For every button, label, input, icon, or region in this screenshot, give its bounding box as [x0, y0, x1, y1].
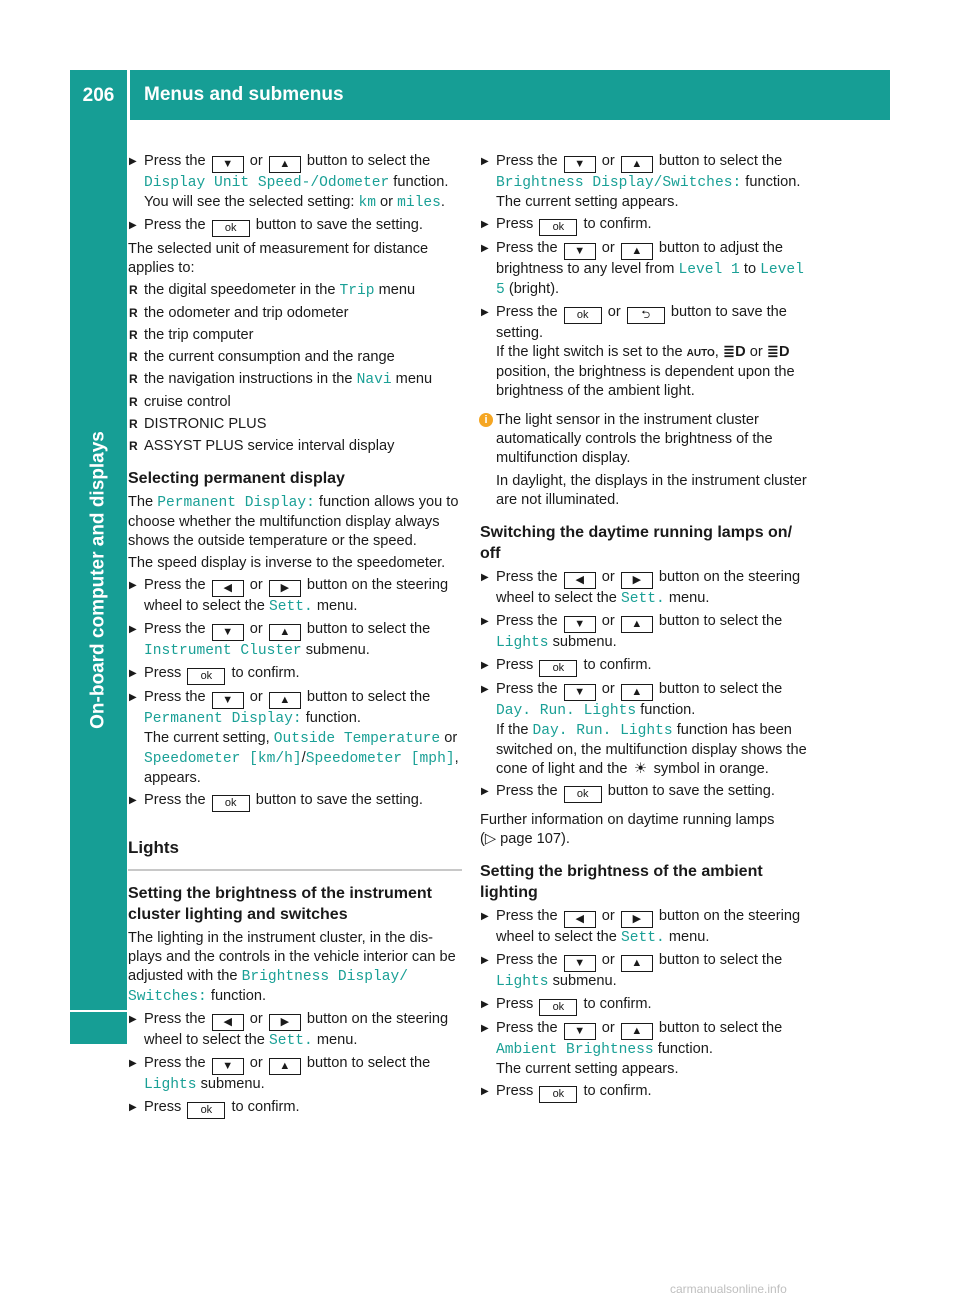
- up-button-icon: ▲: [269, 156, 301, 173]
- down-button-icon: ▼: [212, 156, 244, 173]
- paragraph: The lighting in the instrument cluster, in the displays and the controls in the vehicle interior can be adjusted with the Brightness Display/ Switches: function.: [128, 930, 456, 1005]
- ok-button-icon: ok: [539, 999, 577, 1016]
- up-button-icon: ▲: [621, 684, 653, 701]
- ok-button-icon: ok: [187, 668, 225, 685]
- down-button-icon: ▼: [564, 243, 596, 260]
- step: ▶ Press the ▼ or ▲ button to select the Ambient Brightness function. The current setting appears.: [480, 1019, 814, 1079]
- down-button-icon: ▼: [212, 624, 244, 641]
- step: ▶ Press ok to confirm.: [480, 1082, 814, 1103]
- ok-button-icon: ok: [564, 307, 602, 324]
- down-button-icon: ▼: [212, 692, 244, 709]
- list-item: R DISTRONIC PLUS: [128, 415, 462, 434]
- step: ▶ Press the ok or ⮌ button to save the setting. If the light switch is set to the AUTO, ≣D or ≣D position, the brightness is dependent upon the brightness of the ambient light.: [480, 303, 814, 401]
- paragraph: The selected unit of measurement for distance applies to:: [128, 241, 429, 276]
- left-button-icon: ◀: [564, 572, 596, 589]
- step: ▶ Press the ◀ or ▶ button on the steering wheel to select the Sett. menu.: [128, 576, 462, 617]
- menu-term: Display Unit Speed-/Odometer: [144, 175, 390, 191]
- step: ▶ Press ok to confirm.: [480, 995, 814, 1016]
- page-number: 206: [70, 70, 127, 120]
- left-button-icon: ◀: [564, 911, 596, 928]
- info-note: i The light sensor in the instrument cluster automatically controls the brightness of the multifunction display. In daylight, the displays in the instrument cluster are not illuminated.: [480, 411, 814, 510]
- step: ▶ Press the ◀ or ▶ button on the steering wheel to select the Sett. menu.: [480, 907, 814, 948]
- paragraph: The Permanent Display: function allows you to choose whether the multifunction display always shows the outside temperature or the speed.: [128, 494, 459, 549]
- step: ▶ Press the ◀ or ▶ button on the steering wheel to select the Sett. menu.: [128, 1010, 462, 1051]
- parking-light-icon: ≣D: [722, 344, 746, 360]
- auto-light-icon: AUTO: [686, 348, 715, 359]
- down-button-icon: ▼: [564, 1023, 596, 1040]
- paragraph: The speed display is inverse to the speedometer.: [128, 555, 446, 571]
- ok-button-icon: ok: [539, 660, 577, 677]
- step: ▶ Press the ok button to save the setting.: [480, 782, 814, 803]
- down-button-icon: ▼: [212, 1058, 244, 1075]
- step: ▶ Press ok to confirm.: [480, 656, 814, 677]
- down-button-icon: ▼: [564, 684, 596, 701]
- left-column: [128, 152, 462, 1122]
- list-item: R the current consumption and the range: [128, 348, 462, 367]
- step: ▶ Press the ▼ or ▲ button to select the Instrument Cluster submenu.: [128, 620, 462, 661]
- side-tab-marker: [70, 1012, 127, 1044]
- up-button-icon: ▲: [621, 616, 653, 633]
- paragraph: Further information on daytime running lamps (▷ page 107).: [480, 812, 775, 847]
- info-icon: i: [479, 413, 493, 427]
- step: ▶ Press the ◀ or ▶ button on the steering wheel to select the Sett. menu.: [480, 568, 814, 609]
- right-button-icon: ▶: [621, 572, 653, 589]
- ok-button-icon: ok: [187, 1102, 225, 1119]
- list-item: R cruise control: [128, 393, 462, 412]
- chapter-heading: Lights: [128, 838, 462, 871]
- up-button-icon: ▲: [269, 624, 301, 641]
- step: ▶ Press ok to confirm.: [480, 215, 814, 236]
- up-button-icon: ▲: [269, 1058, 301, 1075]
- step: ▶ Press the ▼ or ▲ button to select the Lights submenu.: [480, 951, 814, 992]
- ok-button-icon: ok: [539, 1086, 577, 1103]
- step: ▶ Press ok to confirm.: [128, 1098, 462, 1119]
- page-title: Menus and submenus: [144, 84, 344, 105]
- right-button-icon: ▶: [269, 580, 301, 597]
- dipped-beam-icon: ≣D: [766, 344, 790, 360]
- up-button-icon: ▲: [621, 955, 653, 972]
- side-tab-label: On-board computer and displays: [87, 431, 109, 729]
- step: ▶ Press ok to confirm.: [128, 664, 462, 685]
- down-button-icon: ▼: [564, 616, 596, 633]
- section-heading: Switching the daytime running lamps on/ off: [480, 524, 793, 562]
- up-button-icon: ▲: [621, 243, 653, 260]
- down-button-icon: ▼: [564, 955, 596, 972]
- left-button-icon: ◀: [212, 580, 244, 597]
- right-button-icon: ▶: [269, 1014, 301, 1031]
- step: ▶ Press the ok button to save the setting.: [128, 216, 462, 237]
- section-heading: Selecting permanent display: [128, 470, 345, 487]
- ok-button-icon: ok: [564, 786, 602, 803]
- up-button-icon: ▲: [621, 1023, 653, 1040]
- left-button-icon: ◀: [212, 1014, 244, 1031]
- right-column: [480, 152, 814, 1106]
- page-ref-arrow: (▷: [480, 831, 497, 847]
- step: ▶ Press the ▼ or ▲ button to adjust the brightness to any level from Level 1 to Level 5 (bright).: [480, 239, 814, 300]
- step: ▶ Press the ▼ or ▲ button to select the Day. Run. Lights function. If the Day. Run. Lights function has been switched on, the multifunction display shows the cone of light and the ☀ symbol in orange.: [480, 680, 814, 779]
- down-button-icon: ▼: [564, 156, 596, 173]
- step: ▶ Press the ▼ or ▲ button to select the Brightness Display/Switches: function. The current setting appears.: [480, 152, 814, 212]
- section-heading: Setting the brightness of the ambient lighting: [480, 863, 763, 901]
- step: ▶ Press the ▼ or ▲ button to select the Permanent Display: function. The current setting, Outside Temperature or Speedometer [km/h]/Speedometer [mph], appears.: [128, 688, 462, 788]
- step: ▶ Press the ok button to save the setting.: [128, 791, 462, 812]
- ok-button-icon: ok: [212, 795, 250, 812]
- list-item: R the navigation instructions in the Navi menu: [128, 370, 462, 390]
- up-button-icon: ▲: [621, 156, 653, 173]
- header-bar: [130, 70, 890, 120]
- step: ▶ Press the ▼ or ▲ button to select the Lights submenu.: [480, 612, 814, 653]
- section-heading: Setting the brightness of the instrument cluster lighting and switches: [128, 885, 433, 923]
- step: ▶ Press the ▼ or ▲ button to select the Display Unit Speed-/Odometer function. You will see the selected setting: km or miles.: [128, 152, 462, 213]
- list-item: R the trip computer: [128, 326, 462, 345]
- right-button-icon: ▶: [621, 911, 653, 928]
- light-cone-icon: ☀: [633, 761, 648, 777]
- watermark: carmanualsonline.info: [670, 1282, 787, 1296]
- step: ▶ Press the ▼ or ▲ button to select the Lights submenu.: [128, 1054, 462, 1095]
- up-button-icon: ▲: [269, 692, 301, 709]
- list-item: R ASSYST PLUS service interval display: [128, 437, 462, 456]
- back-button-icon: ⮌: [627, 307, 665, 324]
- list-item: R the odometer and trip odometer: [128, 304, 462, 323]
- ok-button-icon: ok: [539, 219, 577, 236]
- ok-button-icon: ok: [212, 220, 250, 237]
- list-item: R the digital speedometer in the Trip menu: [128, 281, 462, 301]
